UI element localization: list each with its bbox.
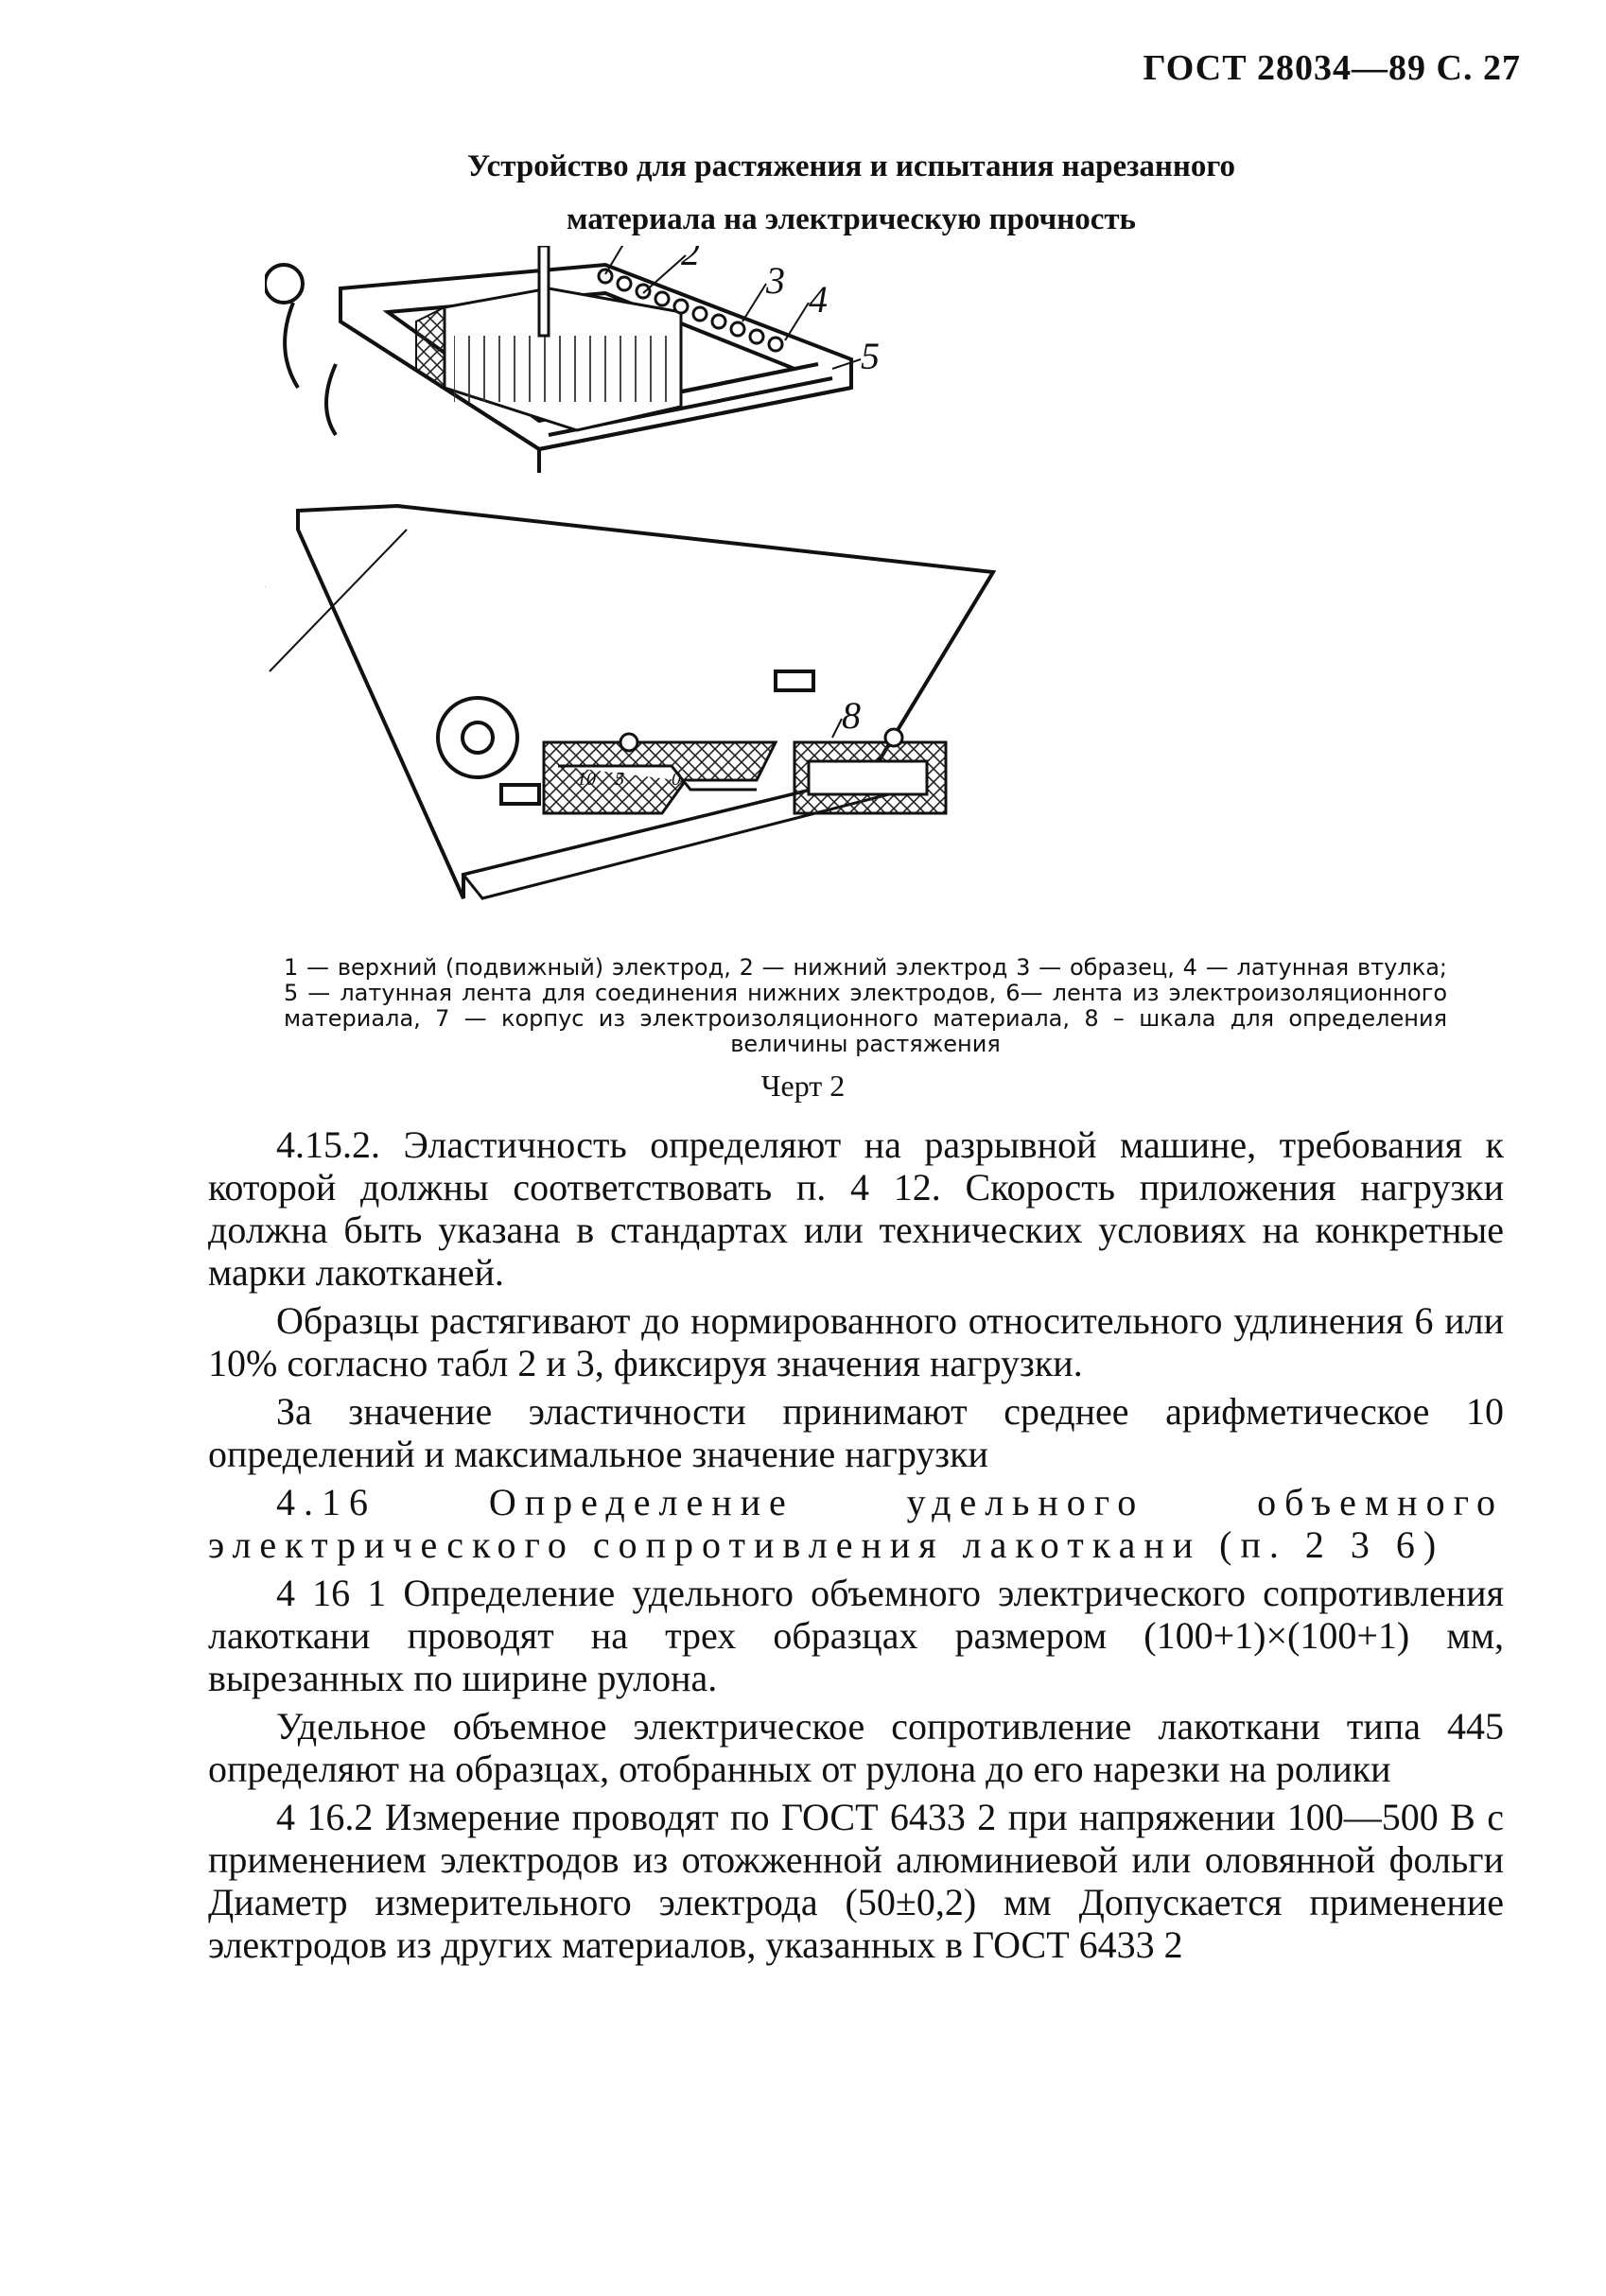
paragraph-4-15-2: 4.15.2. Эластичность определяют на разрывной машине, требования к которой должны соответствовать п. 4 12. Скорость приложения нагрузки должна быть указана в стандартах или технических условиях на конкретные марки лакотканей. — [208, 1123, 1504, 1294]
paragraph-elasticity: За значение эластичности принимают среднее арифметическое 10 определений и максимальное значение нагрузки — [208, 1390, 1504, 1475]
scale-mark-5: 5 — [615, 769, 624, 790]
callout-3: 3 — [766, 259, 785, 302]
figure-title-line-2: материала на электрическую прочность — [566, 202, 1137, 236]
page-header: ГОСТ 28034—89 С. 27 — [1143, 48, 1521, 88]
paragraph-type-445: Удельное объемное электрическое сопротивление лакоткани типа 445 определяют на образцах, отобранных от рулона до его нарезки на ролики — [208, 1705, 1504, 1790]
section-heading-4-16: 4.16 Определение удельного объемного электрического сопротивления лакоткани (п. 2 3 6) — [208, 1481, 1504, 1566]
body-text — [208, 1123, 1504, 1972]
insulating-base — [298, 506, 993, 898]
upper-electrode-rod — [539, 246, 549, 336]
figure-title — [359, 140, 1343, 246]
figure-caption: 1 — верхний (подвижный) электрод, 2 — нижний электрод 3 — образец, 4 — латунная втулка; 5 — латунная лента для соединения нижних электродов, 6— лента из электроизоляционного материала, 7 — корпус из электроизоляционного материала, 8 – шкала для определения величины растяжения — [284, 954, 1447, 1057]
callout-2: 2 — [681, 246, 700, 273]
callout-4: 4 — [809, 278, 828, 321]
scale-mark-0: 0 — [672, 769, 681, 790]
scale-mark-10: 10 — [577, 769, 596, 790]
callout-8: 8 — [842, 694, 861, 737]
figure-title-line-1: Устройство для растяжения и испытания нарезанного — [466, 149, 1236, 183]
figure-number: Черт 2 — [760, 1069, 846, 1103]
paragraph-4-16-2: 4 16.2 Измерение проводят по ГОСТ 6433 2 при напряжении 100—500 В с применением электродов из отожженной алюминиевой или оловянной фольги Диаметр измерительного электрода (50±0,2) мм Допускается применение электродов из других материалов, указанных в ГОСТ 6433 2 — [208, 1796, 1504, 1966]
paragraph-4-16-1: 4 16 1 Определение удельного объемного электрического сопротивления лакоткани проводят на трех образцах размером (100+1)×(100+1) мм, вырезанных по ширине рулона. — [208, 1572, 1504, 1699]
apparatus-illustration — [265, 246, 1457, 965]
callout-5: 5 — [861, 335, 880, 377]
paragraph-stretch: Образцы растягивают до нормированного относительного удлинения 6 или 10% согласно табл 2 и 3, фиксируя значения нагрузки. — [208, 1299, 1504, 1384]
apparatus-drawing — [265, 246, 1457, 965]
